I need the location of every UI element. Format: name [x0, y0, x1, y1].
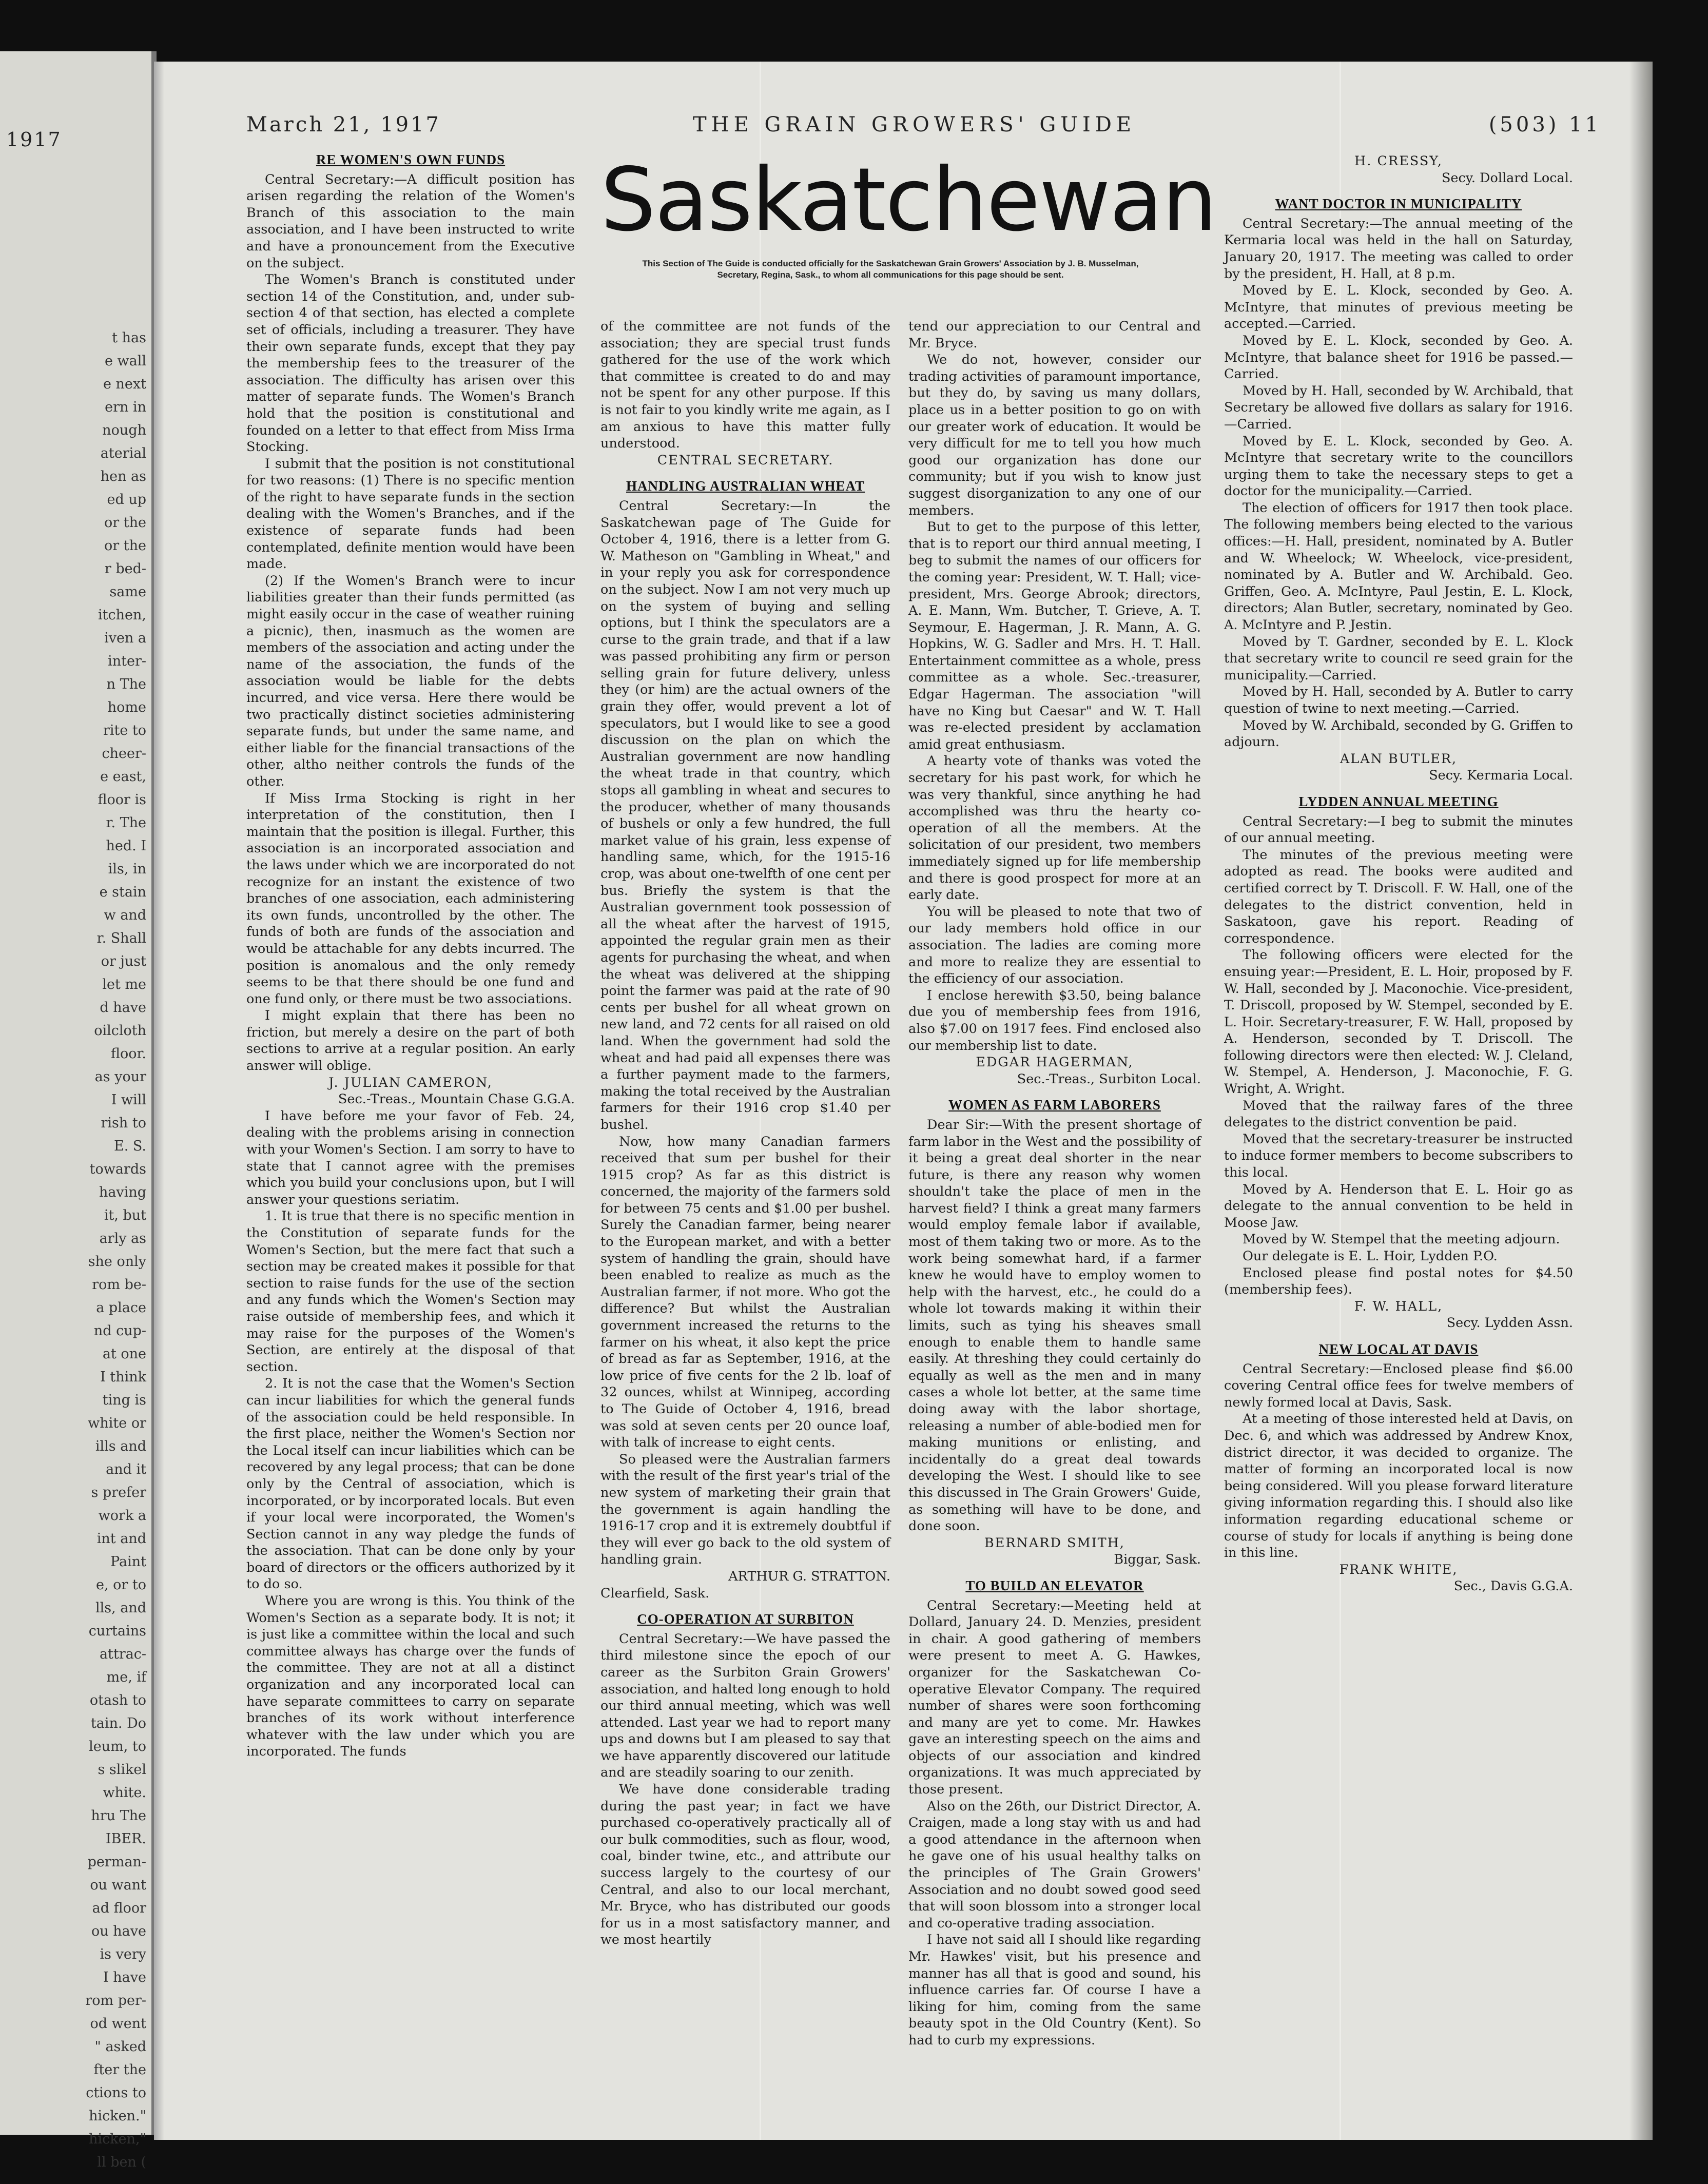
- previous-page-line: E. S.: [114, 1138, 146, 1154]
- column-2: [600, 318, 890, 2135]
- article-paragraph: So pleased were the Australian farmers with the result of the first year's trial of the new system of marketing their grain that the government is again handling the 1916-17 crop and it is extremely doubtful if they will ever go back to the old system of handling grain.: [600, 1451, 890, 1568]
- article-paragraph: I have not said all I should like regarding Mr. Hawkes' visit, but his presence and manner has all that is good and sound, his influence carries far. Of course I have a liking for him, coming from the same beauty spot in the Old Country (Kent). So had to curb my expressions.: [908, 1932, 1201, 2048]
- article-paragraph: Central Secretary:—Enclosed please find $6.00 covering Central office fees for twelve members of newly formed local at Davis, Sask.: [1224, 1361, 1573, 1410]
- paper-name: THE GRAIN GROWERS' GUIDE: [693, 113, 1136, 136]
- article-paragraph: Moved by E. L. Klock, seconded by Geo. A. McIntyre, that minutes of previous meeting be accepted.—Carried.: [1224, 283, 1573, 332]
- previous-page-line: ou want: [90, 1877, 146, 1893]
- article-paragraph: 2. It is not the case that the Women's Section can incur liabilities for which the general funds of the association could be held responsible. In the first place, neither the Women's Section nor the Local itself can incur liabilities which can be recovered by any legal process; that can be done only by the Central of association, which is incorporated, or by incorporated locals. But even if your local were incorporated, the Women's Section cannot in any way pledge the funds of the association. That can be done only by your board of directors or the officers authorized by it to do so.: [246, 1376, 575, 1592]
- previous-page-line: t has: [112, 330, 146, 346]
- previous-page-line: ou have: [91, 1923, 146, 1939]
- previous-page-line: ctions to: [86, 2085, 146, 2101]
- article-heading: WOMEN AS FARM LABORERS: [948, 1097, 1161, 1113]
- previous-page-line: oilcloth: [94, 1023, 146, 1039]
- previous-page-line: hru The: [91, 1808, 146, 1824]
- previous-page-year: 1917: [6, 128, 62, 151]
- column-4: [1224, 153, 1573, 2134]
- previous-page-line: nd cup-: [93, 1323, 146, 1339]
- previous-page-line: ern in: [105, 399, 146, 415]
- article-paragraph: The election of officers for 1917 then took place. The following members being elected to the various offices:—H. Hall, president, nominated by A. Butler and W. Wheelock; W. Wheelock, vice-president, nominated by A. Butler and W. Archibald. Geo. Griffen, Geo. A. McIntyre, Paul Jestin, E. L. Klock, directors; Alan Butler, secretary, nominated by Geo. A. McIntyre and P. Jestin.: [1224, 500, 1573, 633]
- article-paragraph: Moved by H. Hall, seconded by A. Butler to carry question of twine to next meeting.—Carried.: [1224, 684, 1573, 716]
- signature-name: H. CRESSY,: [1354, 153, 1443, 169]
- previous-page-line: rish to: [101, 1115, 146, 1131]
- previous-page-line: home: [107, 699, 146, 715]
- signature-title: Sec.-Treas., Mountain Chase G.G.A.: [338, 1091, 575, 1107]
- article-paragraph: Moved by A. Henderson that E. L. Hoir go as delegate to the annual convention to be held in Moose Jaw.: [1224, 1181, 1573, 1231]
- previous-page-line: at one: [102, 1346, 146, 1362]
- previous-page-line: w and: [104, 907, 146, 923]
- signature-name: J. JULIAN CAMERON,: [328, 1075, 493, 1090]
- signature-name: CENTRAL SECRETARY.: [657, 452, 834, 468]
- article-paragraph: Moved by E. L. Klock, seconded by Geo. A. McIntyre that secretary write to the councillors urging them to take the necessary steps to get a doctor for the municipality.—Carried.: [1224, 433, 1573, 499]
- previous-page-line: otash to: [89, 1692, 146, 1708]
- article-paragraph: Moved by T. Gardner, seconded by E. L. Klock that secretary write to council re seed grain for the municipality.—Carried.: [1224, 634, 1573, 683]
- signature-name: FRANK WHITE,: [1339, 1562, 1458, 1577]
- signature-name: ALAN BUTLER,: [1340, 751, 1458, 767]
- article-paragraph: The following officers were elected for the ensuing year:—President, E. L. Hoir, proposed by F. W. Hall, seconded by J. Maconochie. Vice-president, T. Driscoll, proposed by W. Stempel, seconded by E. L. Hoir. Secretary-treasurer, F. W. Hall, proposed by A. Henderson, seconded by T. Driscoll. The following directors were then elected: W. J. Cleland, W. Stempel, A. Henderson, J. Maconochie, F. G. Wright, A. Wright.: [1224, 947, 1573, 1097]
- previous-page-line: rom per-: [85, 1993, 146, 2009]
- previous-page-line: Paint: [110, 1554, 146, 1570]
- previous-page-edge: [0, 51, 157, 2170]
- previous-page-line: fter the: [93, 2062, 146, 2078]
- article-paragraph: At a meeting of those interested held at Davis, on Dec. 6, and which was addressed by Andrew Knox, district director, it was decided to organize. The matter of forming an incorporated local is now being considered. Will you please forward literature giving information regarding this. I should also like information regarding educational scheme or course of study for locals if anything is being done in this line.: [1224, 1411, 1573, 1561]
- previous-page-line: I will: [111, 1092, 146, 1108]
- previous-page-line: r bed-: [104, 561, 146, 577]
- previous-page-line: ad floor: [92, 1900, 146, 1916]
- newspaper-page: [154, 62, 1653, 2140]
- article-paragraph: Central Secretary:—A difficult position has arisen regarding the relation of the Women's Branch of this association to the main association, and I have been instructed to write and have a pronouncement from the Executive on the subject.: [246, 171, 575, 271]
- previous-page-line: floor.: [110, 1046, 146, 1062]
- signature-place: Clearfield, Sask.: [600, 1585, 710, 1601]
- previous-page-line: work a: [98, 1508, 146, 1524]
- previous-page-line: e next: [103, 376, 146, 392]
- signature-place: Biggar, Sask.: [1114, 1552, 1201, 1568]
- article-paragraph: I might explain that there has been no friction, but merely a desire on the part of both sections to arrive at a regular position. An early answer will oblige.: [246, 1008, 575, 1074]
- page-number: (503) 11: [1488, 113, 1601, 136]
- signature-name: ARTHUR G. STRATTON.: [728, 1568, 890, 1584]
- previous-page-line: ting is: [102, 1392, 146, 1408]
- signature-title: Secy. Dollard Local.: [1441, 170, 1573, 186]
- article-paragraph: Moved by E. L. Klock, seconded by Geo. A. McIntyre, that balance sheet for 1916 be passed.—Carried.: [1224, 333, 1573, 382]
- previous-page-line: same: [109, 584, 146, 600]
- article-paragraph: The Women's Branch is constituted under section 14 of the Constitution, and, under sub-section 4 of that section, has elected a complete set of officials, including a treasurer. They have their own separate funds, except that they pay the membership fees to the treasurer of the association. The difficulty has arisen over this matter of separate funds. The Women's Branch hold that the position is constitutional and founded on a letter to that effect from Miss Irma Stocking.: [246, 272, 575, 455]
- article-paragraph: of the committee are not funds of the association; they are special trust funds gathered for the use of the work which that committee is created to do and may not be spent for any other purpose. If this is not fair to you kindly write me again, as I am anxious to have this matter fully understood.: [600, 319, 890, 452]
- article-heading: HANDLING AUSTRALIAN WHEAT: [626, 478, 865, 494]
- article-heading: NEW LOCAL AT DAVIS: [1318, 1341, 1479, 1357]
- article-paragraph: (2) If the Women's Branch were to incur liabilities greater than their funds permitted (as might easily occur in the case of weather ruining a picnic), then, inasmuch as the women are members of the association and acting under the name of the association, the funds of the association would be liable for the debts incurred, and vice versa. Here there would be two practically distinct societies administering separate funds, but under the same name, and either liable for the financial transactions of the other, altho neither controls the funds of the other.: [246, 573, 575, 789]
- article-paragraph: We have done considerable trading during the past year; in fact we have purchased co-operatively practically all of our bulk commodities, such as flour, wood, coal, binder twine, etc., and attribute our success largely to the courtesy of our Central, and also to our local merchant, Mr. Bryce, who has distributed our goods for us in a most satisfactory manner, and we most heartily: [600, 1782, 890, 1948]
- article-paragraph: tend our appreciation to our Central and Mr. Bryce.: [908, 319, 1201, 351]
- article-paragraph: If Miss Irma Stocking is right in her interpretation of the constitution, then I maintain that the position is illegal. Further, this association is an incorporated association and the laws under which we are incorporated do not recognize for an instant the existence of two branches of one association, each administering its own funds, uncontrolled by the other. The funds of both are funds of the association and would be attachable for any debts incurred. The position is anomalous and the only remedy seems to be that there should be one fund and one fund only, or there must be two associations.: [246, 790, 575, 1007]
- previous-page-line: arly as: [99, 1231, 146, 1246]
- article-paragraph: 1. It is true that there is no specific mention in the Constitution of separate funds for the Women's Section, but the mere fact that such a section may be created makes it possible for that section to raise funds for the use of the section and any funds which the Women's Section may raise outside of membership fees, and which it may raise for the purposes of the Women's Section, are entirely at the disposal of that section.: [246, 1208, 575, 1375]
- previous-page-line: hed. I: [106, 838, 146, 854]
- article-paragraph: Moved by H. Hall, seconded by W. Archibald, that Secretary be allowed five dollars as salary for 1916.—Carried.: [1224, 383, 1573, 432]
- previous-page-line: itchen,: [98, 607, 146, 623]
- previous-page-line: s slikel: [98, 1762, 146, 1778]
- previous-page-line: aterial: [100, 445, 146, 461]
- page-gutter: [154, 62, 164, 2140]
- previous-page-line: r. Shall: [96, 930, 146, 946]
- column-3: [908, 318, 1201, 2135]
- previous-page-line: rom be-: [92, 1277, 146, 1293]
- previous-page-line: hen as: [100, 469, 146, 484]
- previous-page-line: white.: [103, 1785, 146, 1801]
- previous-page-line: it, but: [104, 1207, 146, 1223]
- column-1: [246, 151, 575, 2132]
- previous-page-line: me, if: [106, 1669, 146, 1685]
- previous-page-line: having: [99, 1184, 146, 1200]
- article-paragraph: Central Secretary:—Meeting held at Dollard, January 24. D. Menzies, president in chair. A good gathering of members were present to meet A. G. Hawkes, organizer for the Saskatchewan Co-operative Elevator Company. The required number of shares were soon forthcoming and many are yet to come. Mr. Hawkes gave an interesting speech on the aims and objects of our association and kindred organizations. It was much appreciated by those present.: [908, 1597, 1201, 1798]
- article-heading: RE WOMEN'S OWN FUNDS: [316, 152, 506, 167]
- previous-page-line: tain. Do: [90, 1715, 146, 1731]
- previous-page-line: IBER.: [105, 1831, 146, 1847]
- article-paragraph: Where you are wrong is this. You think of the Women's Section as a separate body. It is not; it is just like a committee within the local and such committee always has charge over the funds of the committee. They are not at all a distinct organization and any incorporated local can have separate committees to carry on separate branches of its work without interference whatever with the law under which you are incorporated. The funds: [246, 1593, 575, 1760]
- previous-page-line: curtains: [88, 1623, 146, 1639]
- previous-page-line: hicken,": [89, 2131, 146, 2147]
- signature-name: EDGAR HAGERMAN,: [976, 1055, 1134, 1070]
- signature-name: BERNARD SMITH,: [984, 1535, 1125, 1551]
- previous-page-line: e stain: [99, 884, 146, 900]
- article-paragraph: Now, how many Canadian farmers received that sum per bushel for their 1915 crop? As far as this district is concerned, the majority of the farmers sold for between 75 cents and $1.00 per bushel. Surely the Canadian farmer, being nearer to the European market, and with a better system of handling the grain, should have been enabled to realize as much as the Australian farmer, if not more. Who got the difference? But whilst the Australian government increased the returns to the farmer on his wheat, it also kept the price of bread as far as September, 1916, at the low price of five cents for the 2 lb. loaf of 32 ounces, whilst at Winnipeg, according to The Guide of October 4, 1916, bread was sold at seven cents per 20 ounce loaf, with talk of increase to eight cents.: [600, 1134, 890, 1451]
- article-paragraph: I enclose herewith $3.50, being balance due you of membership fees from 1916, also $7.00 on 1917 fees. Find enclosed also our membership list to date.: [908, 987, 1201, 1054]
- previous-page-line: I have: [103, 1970, 146, 1985]
- section-title: Saskatchewan: [600, 149, 1216, 251]
- article-paragraph: Central Secretary:—In the Saskatchewan page of The Guide for October 4, 1916, there is a letter from G. W. Matheson on "Gambling in Wheat," and in your reply you ask for correspondence on the subject. Now I am not very much up on the system of buying and selling options, but I think the speculators are a curse to the grain trade, and that if a law was passed prohibiting any firm or person selling grain for future delivery, unless they (or him) are the actual owners of the grain they offer, would prevent a lot of speculators, but I would like to see a good discussion on the plan on which the Australian government are now handling the wheat trade in that country, which stops all gambling in wheat and secures to the producer, whether of many thousands of bushels or only a few hundred, the full market value of his grain, less expense of handling same, which, for the 1915-16 crop, was about one-twelfth of one cent per bus. Briefly the system is that the Australian government took possession of all the wheat after the harvest of 1915, appointed the regular grain men as their agents for purchasing the wheat, and when the wheat was delivered at the shipping point the farmer was paid at the rate of 90 cents per bushel for all wheat grown on new land, and 72 cents for all raised on old land. When the government had sold the wheat and had paid all expenses there was a further payment made to the farmers, making the total received by the Australian farmers for their 1916 crop $1.40 per bushel.: [600, 498, 890, 1133]
- previous-page-line: e wall: [104, 353, 146, 369]
- previous-page-line: od went: [90, 2016, 146, 2032]
- previous-page-line: cheer-: [102, 746, 146, 762]
- previous-page-line: s prefer: [91, 1485, 146, 1500]
- previous-page-line: ed up: [107, 492, 146, 508]
- previous-page-line: rite to: [103, 723, 146, 738]
- previous-page-line: towards: [89, 1161, 146, 1177]
- article-heading: CO-OPERATION AT SURBITON: [637, 1611, 854, 1627]
- previous-page-line: leum, to: [89, 1739, 146, 1754]
- article-paragraph: But to get to the purpose of this letter, that is to report our third annual meeting, I beg to submit the names of our officers for the coming year: President, W. T. Hall; vice-president, Mrs. George Abrook; directors, A. E. Mann, Wm. Butcher, T. Grieve, A. T. Seymour, E. Hagerman, J. R. Mann, A. G. Hopkins, W. G. Sadler and Mrs. H. T. Hall. Entertainment committee as a whole, press committee as a whole. Sec.-treasurer, Edgar Hagerman. The association "will have no King but Caesar" and W. T. Hall was re-elected president by acclamation amid great enthusiasm.: [908, 519, 1201, 752]
- previous-page-line: ils, in: [108, 861, 146, 877]
- article-paragraph: Moved by W. Archibald, seconded by G. Griffen to adjourn.: [1224, 717, 1573, 750]
- page-edge-shadow: [1629, 62, 1653, 2140]
- previous-page-line: lls, and: [95, 1600, 146, 1616]
- section-masthead: [600, 149, 1216, 281]
- previous-page-line: inter-: [108, 653, 146, 669]
- article-paragraph: Our delegate is E. L. Hoir, Lydden P.O.: [1243, 1249, 1498, 1264]
- signature-title: Secy. Lydden Assn.: [1446, 1315, 1573, 1331]
- article-paragraph: Moved that the secretary-treasurer be instructed to induce former members to become subscribers to this local.: [1224, 1131, 1573, 1181]
- previous-page-line: let me: [102, 977, 146, 992]
- article-paragraph: Moved that the railway fares of the three delegates to the district convention be paid.: [1224, 1098, 1573, 1130]
- previous-page-line: e east,: [100, 769, 146, 785]
- article-paragraph: We do not, however, consider our trading activities of paramount importance, but they do, by saving us many dollars, place us in a better position to go on with our greater work of education. It would be very difficult for me to tell you how much good our organization has done our community; but if you wish to know just suggest disorganization to any one of our members.: [908, 352, 1201, 518]
- running-header: [246, 113, 1601, 144]
- previous-page-line: or the: [104, 538, 146, 554]
- previous-page-line: white or: [88, 1415, 146, 1431]
- article-paragraph: I have before me your favor of Feb. 24, dealing with the problems arising in connection with your Women's Section. I am sorry to have to state that I cannot agree with the premises which you build your conclusions upon, but I will answer your questions seriatim.: [246, 1108, 575, 1207]
- article-paragraph: Also on the 26th, our District Director, A. Craigen, made a long stay with us and had a good attendance in the afternoon when he gave one of his usual healthy talks on the principles of The Grain Growers' Association and no doubt sowed good seed that will soon blossom into a stronger local and co-operative trading association.: [908, 1798, 1201, 1931]
- previous-page-line: floor is: [98, 792, 146, 808]
- article-paragraph: Enclosed please find postal notes for $4.50 (membership fees).: [1224, 1265, 1573, 1298]
- previous-page-line: ills and: [95, 1438, 146, 1454]
- previous-page-line: d have: [100, 1000, 146, 1016]
- article-paragraph: A hearty vote of thanks was voted the secretary for his past work, for which he was very thankful, since anything he had accomplished was thru the hearty co-operation of all the members. At the solicitation of our president, two members immediately signed up for life membership and there is good prospect for more at an early date.: [908, 753, 1201, 903]
- signature-title: Secy. Kermaria Local.: [1429, 768, 1573, 784]
- previous-page-line: a place: [96, 1300, 146, 1316]
- article-paragraph: I submit that the position is not constitutional for two reasons: (1) There is no specific mention of the right to have separate funds in the section dealing with the Women's Branches, and if the existence of separate funds had been contemplated, definite mention would have been made.: [246, 456, 575, 572]
- previous-page-line: and it: [106, 1461, 146, 1477]
- signature-title: Sec., Davis G.G.A.: [1453, 1578, 1573, 1594]
- previous-page-line: is very: [100, 1946, 146, 1962]
- previous-page-line: I think: [100, 1369, 146, 1385]
- article-paragraph: Central Secretary:—The annual meeting of the Kermaria local was held in the hall on Saturday, January 20, 1917. The meeting was called to order by the president, H. Hall, at 8 p.m.: [1224, 216, 1573, 282]
- signature-title: Sec.-Treas., Surbiton Local.: [1017, 1071, 1201, 1087]
- signature-name: F. W. HALL,: [1354, 1298, 1443, 1314]
- previous-page-line: perman-: [87, 1854, 146, 1870]
- article-heading: TO BUILD AN ELEVATOR: [965, 1577, 1144, 1593]
- article-paragraph: You will be pleased to note that two of our lady members hold office in our association. The ladies are coming more and more to realize they are essential to the efficiency of our association.: [908, 904, 1201, 987]
- issue-date: March 21, 1917: [246, 113, 441, 136]
- article-paragraph: Central Secretary:—I beg to submit the minutes of our annual meeting.: [1224, 813, 1573, 846]
- previous-page-line: as your: [94, 1069, 146, 1085]
- article-paragraph: Central Secretary:—We have passed the third milestone since the epoch of our career as the Surbiton Grain Growers' association, and halted long enough to hold our third annual meeting, which was well attended. Last year we had to report many ups and downs but I am pleased to say that we have apparently discovered our latitude and are steadily soaring to our zenith.: [600, 1631, 890, 1781]
- previous-page-line: hicken.": [89, 2108, 146, 2124]
- previous-page-line: n The: [106, 676, 146, 692]
- section-note: This Section of The Guide is conducted officially for the Saskatchewan Grain Growers' Association by J. B. Musselman, Secretary, Regina, Sask., to whom all communications for this page should be sent.: [642, 259, 1139, 280]
- previous-page-line: int and: [96, 1531, 146, 1547]
- article-paragraph: Moved by W. Stempel that the meeting adjourn.: [1243, 1232, 1560, 1247]
- article-heading: WANT DOCTOR IN MUNICIPALITY: [1275, 196, 1522, 212]
- previous-page-line: " asked: [94, 2039, 146, 2055]
- article-paragraph: The minutes of the previous meeting were adopted as read. The books were audited and certified correct by T. Driscoll. F. W. Hall, one of the delegates to the district convention, held in Saskatoon, gave his report. Reading of correspondence.: [1224, 847, 1573, 946]
- article-heading: LYDDEN ANNUAL MEETING: [1298, 793, 1499, 809]
- previous-page-line: ll ben (: [97, 2154, 146, 2170]
- previous-page-line: or the: [104, 515, 146, 531]
- previous-page-line: attrac-: [99, 1646, 146, 1662]
- previous-page-line: or just: [101, 953, 146, 969]
- previous-page-line: iven a: [104, 630, 146, 646]
- previous-page-line: nough: [102, 422, 146, 438]
- previous-page-line: she only: [88, 1254, 146, 1270]
- article-paragraph: Dear Sir:—With the present shortage of farm labor in the West and the possibility of it being a great deal shorter in the near future, is there any reason why women shouldn't take the place of men in the harvest field? I think a great many farmers would employ female labor if available, most of them taking two or more. As to the work being somewhat hard, if a farmer knew he would have to employ women to help with the harvest, etc., he could do a whole lot towards making it within their limits, such as tying his sheaves small enough to enable them to handle same easily. At threshing they could certainly do equally as well as the men and in many cases a whole lot better, at the same time doing away with the labor shortage, releasing a number of able-bodied men for making munitions or enlisting, and incidentally do a great deal towards developing the West. I should like to see this discussed in The Grain Growers' Guide, as something will have to be done, and done soon.: [908, 1117, 1201, 1534]
- previous-page-line: r. The: [106, 815, 146, 831]
- previous-page-line: e, or to: [96, 1577, 146, 1593]
